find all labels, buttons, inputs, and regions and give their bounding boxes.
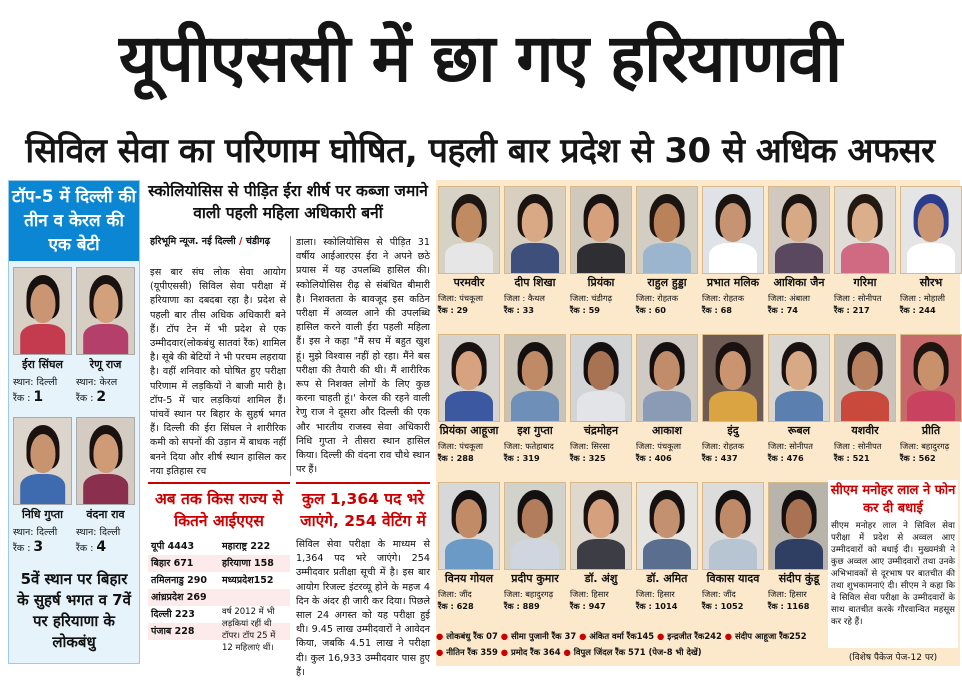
candidate-photo bbox=[636, 482, 698, 570]
candidate-photo bbox=[768, 334, 830, 422]
candidate-name: दीप शिखा bbox=[514, 276, 556, 289]
photo-body bbox=[907, 391, 955, 421]
candidate-rank-value: रैंक : 59 bbox=[570, 305, 601, 315]
state-ias-note: वर्ष 2012 में भी लड़कियां रहीं थी टॉपर। टॉप 25 में 12 महिलाएं थीं। bbox=[222, 607, 276, 653]
candidate-photo bbox=[13, 417, 72, 505]
state-cell: तमिलनाडु 290 bbox=[151, 575, 207, 586]
candidate-district: जिला: जींद bbox=[702, 589, 736, 599]
candidate-rank-value: रैंक : 325 bbox=[570, 453, 606, 463]
photo-face bbox=[522, 499, 548, 538]
photo-face bbox=[852, 203, 878, 242]
candidate-rank bbox=[702, 600, 764, 612]
candidate-district: जिला: पंचकूला bbox=[438, 441, 484, 451]
candidate-rank bbox=[504, 304, 566, 316]
photo-face bbox=[852, 351, 878, 390]
photo-face bbox=[30, 434, 55, 473]
candidate-district: जिला : सोनीपत bbox=[834, 293, 882, 303]
candidate-rank bbox=[504, 452, 566, 464]
candidate-name: आकाश bbox=[651, 424, 683, 437]
candidate-card bbox=[636, 334, 698, 464]
top5-rank-label: रैंक : bbox=[76, 543, 97, 554]
photo-body bbox=[20, 324, 66, 354]
candidate-name: डॉ. अंशु bbox=[584, 572, 618, 585]
candidate-photo bbox=[438, 186, 500, 274]
top5-name: रेणू राज bbox=[89, 358, 122, 371]
candidate-rank bbox=[900, 452, 962, 464]
column-divider bbox=[290, 236, 291, 476]
candidate-rank-value: रैंक : 437 bbox=[702, 453, 738, 463]
photo-face bbox=[588, 203, 614, 242]
photo-face bbox=[30, 284, 55, 323]
candidate-photo bbox=[504, 334, 566, 422]
photo-body bbox=[709, 391, 757, 421]
article-column-1: इस बार संघ लोक सेवा आयोग (यूपीएससी) सिविल सेवा परीक्षा में हरियाणा का दबदबा रहा है। प्रदेश से पहली बार तीस अधिक अधिकारी बने हैं। टॉप टेन में भी प्रदेश से एक उम्मीदवार(लोकबंधु सातवां रैंक) शामिल है। सूबे की बेटियों ने भी परचम लहराया है। वहीं शनिवार को घोषित हुए परीक्षा परिणाम में लड़कियों ने बाजी मारी है। टॉप-5 में चार लड़कियां शामिल हैं। पांचवें स्थान पर बिहार के सुहर्ष भगत हैं। दिल्ली की ईरा सिंघल ने शारीरिक कमी को सपनों की उड़ान में बाधक नहीं बनने दिया और शीर्ष स्थान हासिल कर नया इतिहास रच bbox=[150, 267, 286, 477]
top5-meta bbox=[13, 376, 72, 406]
state-ias-title: अब तक किस राज्य से कितने आईएएस bbox=[154, 490, 284, 530]
candidate-name: राहुल हुड्डा bbox=[647, 276, 687, 289]
sub-headline: सिविल सेवा का परिणाम घोषित, पहली बार प्रदेश से 30 से अधिक अफसर bbox=[25, 131, 935, 171]
candidate-card bbox=[768, 482, 830, 612]
state-cell: यूपी 4443 bbox=[151, 541, 195, 552]
candidate-photo bbox=[768, 186, 830, 274]
photo-body bbox=[577, 391, 625, 421]
ticker-bullet: ● bbox=[563, 647, 574, 657]
top5-meta bbox=[76, 376, 135, 406]
candidate-card bbox=[438, 186, 500, 316]
photo-body bbox=[907, 243, 955, 273]
top5-rank-value: 3 bbox=[33, 539, 44, 555]
candidate-photo bbox=[570, 482, 632, 570]
candidate-photo bbox=[438, 334, 500, 422]
candidate-card bbox=[570, 334, 632, 464]
candidate-photo bbox=[702, 334, 764, 422]
candidate-rank bbox=[702, 304, 764, 316]
candidate-rank-value: रैंक : 1014 bbox=[636, 601, 678, 611]
candidate-rank bbox=[636, 600, 698, 612]
candidate-rank bbox=[504, 600, 566, 612]
top5-rank-value: 4 bbox=[96, 539, 107, 555]
top5-card bbox=[13, 417, 72, 565]
candidate-district: जिला: बहादुरगढ़ bbox=[504, 589, 554, 599]
candidate-district: जिला: सोनीपत bbox=[768, 441, 813, 451]
candidate-rank-value: रैंक : 521 bbox=[834, 453, 870, 463]
ticker-item: अंकित वर्मा रैंक145 bbox=[589, 631, 658, 641]
candidate-rank-value: रैंक : 1168 bbox=[768, 601, 810, 611]
candidate-rank bbox=[570, 452, 632, 464]
photo-body bbox=[709, 539, 757, 569]
ticker-item: नीतिन रैंक 359 bbox=[446, 647, 501, 657]
cm-footer: (विशेष पैकेज पेज-12 पर) bbox=[848, 653, 938, 663]
candidate-district: जिला: सिरसा bbox=[570, 441, 610, 451]
candidate-card bbox=[570, 482, 632, 612]
top5-panel bbox=[8, 180, 140, 664]
photo-body bbox=[841, 243, 889, 273]
ticker-item: सीमा पुजानी रैंक 37 bbox=[510, 631, 580, 641]
state-cell: आंध्रप्रदेश 269 bbox=[148, 589, 219, 606]
photo-face bbox=[720, 203, 746, 242]
candidate-rank-value: रैंक : 628 bbox=[438, 601, 474, 611]
state-cell: महाराष्ट्र 222 bbox=[222, 541, 271, 552]
photo-face bbox=[522, 203, 548, 242]
ticker-item: विपुल जिंदल रैंक 571 bbox=[573, 647, 649, 657]
candidate-card bbox=[636, 186, 698, 316]
candidate-rank bbox=[834, 452, 896, 464]
photo-body bbox=[775, 539, 823, 569]
candidate-rank-value: रैंक : 319 bbox=[504, 453, 540, 463]
candidate-card bbox=[834, 186, 896, 316]
cm-box bbox=[828, 480, 958, 648]
top5-rank bbox=[13, 390, 72, 406]
top5-place: स्थान: दिल्ली bbox=[13, 377, 58, 388]
top5-card bbox=[76, 417, 135, 565]
candidate-card bbox=[504, 186, 566, 316]
ticker-bullet: ● bbox=[436, 647, 447, 657]
candidate-district: जिला: हिसार bbox=[636, 589, 675, 599]
photo-face bbox=[654, 499, 680, 538]
photo-face bbox=[522, 351, 548, 390]
candidate-card bbox=[834, 334, 896, 464]
candidate-photo bbox=[900, 334, 962, 422]
candidate-name: परमवीर bbox=[453, 276, 485, 289]
candidate-photo bbox=[570, 186, 632, 274]
photo-body bbox=[511, 391, 559, 421]
candidate-photo bbox=[504, 482, 566, 570]
photo-body bbox=[83, 324, 129, 354]
ticker-bullet: ● bbox=[500, 631, 511, 641]
candidate-rank bbox=[570, 600, 632, 612]
candidate-name: गरिमा bbox=[853, 276, 877, 289]
candidate-name: प्रियंका bbox=[587, 276, 615, 289]
candidate-card bbox=[636, 482, 698, 612]
candidate-card bbox=[504, 482, 566, 612]
top5-rank bbox=[76, 390, 135, 406]
candidate-rank bbox=[768, 452, 830, 464]
candidate-rank-value: रैंक : 1052 bbox=[702, 601, 744, 611]
candidate-rank-value: रैंक : 60 bbox=[636, 305, 667, 315]
candidate-photo bbox=[438, 482, 500, 570]
candidate-rank bbox=[438, 304, 500, 316]
top5-card bbox=[76, 267, 135, 415]
candidate-photo bbox=[834, 334, 896, 422]
candidate-name: आशिका जैन bbox=[773, 276, 825, 289]
candidate-name: प्रियंका आहूजा bbox=[439, 424, 499, 437]
photo-face bbox=[654, 203, 680, 242]
candidate-district: जिला: हिसार bbox=[768, 589, 807, 599]
photo-face bbox=[918, 203, 944, 242]
top5-name: ईरा सिंघल bbox=[22, 358, 63, 371]
ticker-page-ref: (पेज-8 भी देखें) bbox=[648, 647, 702, 657]
candidate-rank-value: रैंक : 476 bbox=[768, 453, 804, 463]
candidate-district: जिला: जींद bbox=[438, 589, 472, 599]
top5-name: वंदना राव bbox=[86, 508, 125, 521]
top5-place: स्थान: दिल्ली bbox=[13, 527, 58, 538]
photo-face bbox=[456, 203, 482, 242]
candidate-district: जिला: रोहतक bbox=[636, 293, 679, 303]
rank-ticker bbox=[436, 628, 826, 660]
state-cell: पंजाब 228 bbox=[148, 623, 219, 640]
ticker-item: प्रमोद रैंक 364 bbox=[510, 647, 564, 657]
candidate-card bbox=[702, 186, 764, 316]
candidate-district: जिला: पंचकूला bbox=[636, 441, 682, 451]
photo-body bbox=[643, 539, 691, 569]
candidate-name: सौरभ bbox=[919, 276, 943, 289]
candidate-name: विकास यादव bbox=[706, 572, 760, 585]
top5-rank bbox=[76, 540, 135, 556]
candidate-rank-value: रैंक : 244 bbox=[900, 305, 936, 315]
state-cell: बिहार 671 bbox=[148, 555, 219, 572]
candidate-rank bbox=[570, 304, 632, 316]
photo-face bbox=[918, 351, 944, 390]
candidate-rank-value: रैंक : 33 bbox=[504, 305, 535, 315]
candidate-rank bbox=[834, 304, 896, 316]
candidate-photo bbox=[76, 417, 135, 505]
ticker-item: लोकबंधु रैंक 07 bbox=[446, 631, 501, 641]
byline bbox=[150, 234, 270, 247]
candidate-district: जिला: बहादुरगढ़ bbox=[900, 441, 950, 451]
candidate-rank bbox=[768, 304, 830, 316]
photo-body bbox=[445, 243, 493, 273]
byline-source: हरिभूमि न्यूज. नई दिल्ली bbox=[150, 236, 236, 247]
byline-city: चंडीगढ़ bbox=[245, 236, 271, 247]
candidate-rank bbox=[900, 304, 962, 316]
candidate-name: प्रभात मलिक bbox=[706, 276, 760, 289]
candidate-rank-value: रैंक : 889 bbox=[504, 601, 540, 611]
candidate-name: रूबल bbox=[787, 424, 811, 437]
candidate-rank bbox=[636, 304, 698, 316]
photo-face bbox=[720, 351, 746, 390]
candidate-name: संदीप कुंडू bbox=[778, 572, 820, 585]
candidate-name: यशवीर bbox=[851, 424, 879, 437]
top5-rank bbox=[13, 540, 72, 556]
candidate-photo bbox=[900, 186, 962, 274]
top5-rank-label: रैंक : bbox=[13, 393, 34, 404]
ticker-bullet: ● bbox=[579, 631, 590, 641]
top5-card bbox=[13, 267, 72, 415]
photo-body bbox=[643, 243, 691, 273]
state-cell: दिल्ली 223 bbox=[151, 609, 195, 620]
candidate-district: जिला : कैथल bbox=[504, 293, 545, 303]
haryana-note: 5वें स्थान पर बिहार के सुहर्ष भगत व 7वें पर हरियाणा के लोकबंधु bbox=[17, 570, 131, 651]
candidate-photo bbox=[636, 186, 698, 274]
candidate-rank-value: रैंक : 74 bbox=[768, 305, 799, 315]
photo-face bbox=[786, 203, 812, 242]
candidate-district: जिला : मोहाली bbox=[900, 293, 945, 303]
top5-name: निधि गुप्ता bbox=[21, 508, 64, 521]
byline-separator: / bbox=[239, 236, 246, 247]
candidate-card bbox=[768, 186, 830, 316]
candidate-photo bbox=[570, 334, 632, 422]
candidate-district: जिला: रोहतक bbox=[702, 293, 745, 303]
article-headline: स्कोलियोसिस से पीड़ित ईरा शीर्ष पर कब्जा जमाने वाली पहली महिला अधिकारी बनीं bbox=[148, 182, 428, 222]
photo-body bbox=[709, 243, 757, 273]
candidate-rank bbox=[702, 452, 764, 464]
candidate-district: जिला: रोहतक bbox=[702, 441, 745, 451]
photo-body bbox=[83, 474, 129, 504]
posts-title: कुल 1,364 पद भरे जाएंगे, 254 वेटिंग में bbox=[300, 490, 426, 530]
ticker-line-1 bbox=[436, 628, 826, 644]
state-cell: हरियाणा 158 bbox=[219, 555, 290, 572]
photo-body bbox=[511, 539, 559, 569]
candidate-card bbox=[570, 186, 632, 316]
photo-body bbox=[643, 391, 691, 421]
candidate-name: प्रदीप कुमार bbox=[511, 572, 559, 585]
candidate-rank-value: रैंक : 947 bbox=[570, 601, 606, 611]
candidate-name: प्रीति bbox=[921, 424, 941, 437]
main-headline: यूपीएससी में छा गए हरियाणवी bbox=[118, 20, 842, 97]
top5-place: स्थान: केरल bbox=[76, 377, 118, 388]
photo-body bbox=[841, 391, 889, 421]
top5-meta bbox=[13, 526, 72, 556]
top5-rank-label: रैंक : bbox=[76, 393, 97, 404]
photo-body bbox=[445, 539, 493, 569]
candidate-rank-value: रैंक : 288 bbox=[438, 453, 474, 463]
ticker-bullet: ● bbox=[724, 631, 735, 641]
article-column-2: डाला। स्कोलियोसिस से पीड़ित 31 वर्षीय आईआरएस ईरा ने अपने छठे प्रयास में यह उपलब्धि हासिल की। स्कोलियोसिस रीढ़ से संबंधित बीमारी है। निशक्तता के बावजूद इस कठिन परीक्षा में अव्वल आने की उपलब्धि हासिल करने वाली ईरा पहली महिला हैं। इस ने कहा "मैं सच में बहुत खुश हूं। मुझे विश्वास नहीं हो रहा। मैंने बस परीक्षा की तैयारी की थी। मैं शारीरिक रूप से निशक्त लोगों के लिए कुछ करना चाहती हूं।' केरल की रहने वाली रेणु राज ने दूसरा और दिल्ली की एक और भारतीय राजस्व सेवा अधिकारी निधि गुप्ता ने तीसरा स्थान हासिल किया। दिल्ली की वंदना राव चौथे स्थान पर हैं। bbox=[296, 237, 430, 476]
candidate-district: जिला: पंचकूला bbox=[438, 293, 484, 303]
candidate-rank-value: रैंक : 562 bbox=[900, 453, 936, 463]
candidate-rank-value: रैंक : 29 bbox=[438, 305, 469, 315]
photo-face bbox=[654, 351, 680, 390]
top5-title: टॉप-5 में दिल्ली की तीन व केरल की एक बेटी bbox=[9, 181, 139, 261]
photo-face bbox=[93, 434, 118, 473]
candidate-name: डॉ. अमित bbox=[646, 572, 688, 585]
photo-body bbox=[577, 539, 625, 569]
candidate-card bbox=[702, 482, 764, 612]
top5-rank-value: 1 bbox=[33, 389, 44, 405]
candidate-name: विनय गोयल bbox=[444, 572, 494, 585]
top5-rank-label: रैंक : bbox=[13, 543, 34, 554]
candidate-name: इश गुप्ता bbox=[517, 424, 553, 437]
candidate-photo bbox=[702, 186, 764, 274]
candidate-rank bbox=[438, 452, 500, 464]
posts-box bbox=[296, 482, 430, 678]
photo-face bbox=[456, 351, 482, 390]
top5-place: स्थान: दिल्ली bbox=[76, 527, 121, 538]
photo-face bbox=[93, 284, 118, 323]
candidate-rank bbox=[438, 600, 500, 612]
candidate-card bbox=[438, 482, 500, 612]
photo-body bbox=[775, 391, 823, 421]
ticker-bullet: ● bbox=[500, 647, 511, 657]
candidate-rank-value: रैंक : 217 bbox=[834, 305, 870, 315]
candidate-photo bbox=[13, 267, 72, 355]
photo-face bbox=[588, 351, 614, 390]
candidate-card bbox=[900, 186, 962, 316]
top5-rank-value: 2 bbox=[96, 389, 107, 405]
candidate-photo bbox=[768, 482, 830, 570]
candidate-card bbox=[438, 334, 500, 464]
candidate-district: जिला: चंडीगढ़ bbox=[570, 293, 613, 303]
state-cell bbox=[219, 589, 290, 606]
photo-body bbox=[20, 474, 66, 504]
candidate-photo bbox=[834, 186, 896, 274]
candidate-card bbox=[900, 334, 962, 464]
ticker-item: संदीप आहूजा रैंक252 bbox=[734, 631, 807, 641]
top5-grid bbox=[9, 261, 139, 565]
candidate-card bbox=[768, 334, 830, 464]
candidate-photo bbox=[636, 334, 698, 422]
candidate-district: जिला : सोनीपत bbox=[834, 441, 882, 451]
photo-face bbox=[720, 499, 746, 538]
ticker-bullet: ● bbox=[657, 631, 668, 641]
cm-body: सीएम मनोहर लाल ने सिविल सेवा परीक्षा में प्रदेश से अव्वल आए उम्मीदवारों को बधाई दी। मुख्यमंत्री ने कुछ अव्वल आए उम्मीदवारों तथा उनके अभिभावकों से दूरभाष पर बातचीत की तथा शुभकामनाएं दी। सीएम ने कहा कि वे सिविल सेवा परीक्षा के उम्मीदवारों के साथ बातचीत करके गौरवान्वित महसूस कर रहे हैं। bbox=[831, 521, 955, 627]
candidate-name: इंदु bbox=[727, 424, 739, 437]
candidate-name: चंद्रमोहन bbox=[583, 424, 619, 437]
photo-face bbox=[588, 499, 614, 538]
candidate-card bbox=[702, 334, 764, 464]
ticker-bullet: ● bbox=[436, 631, 447, 641]
photo-body bbox=[445, 391, 493, 421]
state-cell: मध्यप्रदेश152 bbox=[222, 575, 274, 586]
candidate-rank bbox=[636, 452, 698, 464]
cm-title: सीएम मनोहर लाल ने फोन कर दी बधाई bbox=[830, 483, 956, 516]
photo-face bbox=[456, 499, 482, 538]
candidate-district: जिला: हिसार bbox=[570, 589, 609, 599]
candidate-rank-value: रैंक : 406 bbox=[636, 453, 672, 463]
candidate-district: जिला: फतेहाबाद bbox=[504, 441, 554, 451]
ticker-item: इन्द्रजीत रैंक242 bbox=[667, 631, 725, 641]
candidate-district: जिला: अंबाला bbox=[768, 293, 810, 303]
photo-face bbox=[786, 351, 812, 390]
candidate-rank-value: रैंक : 68 bbox=[702, 305, 733, 315]
ticker-line-2 bbox=[436, 644, 826, 660]
candidate-photo bbox=[76, 267, 135, 355]
photo-face bbox=[786, 499, 812, 538]
candidate-card bbox=[504, 334, 566, 464]
candidate-rank bbox=[768, 600, 830, 612]
candidate-photo bbox=[702, 482, 764, 570]
photo-body bbox=[775, 243, 823, 273]
posts-body: सिविल सेवा परीक्षा के माध्यम से 1,364 पद भरे जाएंगे। 254 उम्मीदवार प्रतीक्षा सूची में है। इस बार आयोग रिजल्ट इंटरव्यू होने के महज 4 दिन के अंदर ही जारी कर दिया। पिछले साल 24 अगस्त को यह परीक्षा हुई थी। 9.45 लाख उम्मीदवारों ने आवेदन किया, जबकि 4.51 लाख ने परीक्षा दी। कुल 16,933 उम्मीदवार पास हुए हैं। bbox=[296, 539, 430, 678]
photo-body bbox=[511, 243, 559, 273]
photo-body bbox=[577, 243, 625, 273]
top5-meta bbox=[76, 526, 135, 556]
candidate-photo bbox=[504, 186, 566, 274]
